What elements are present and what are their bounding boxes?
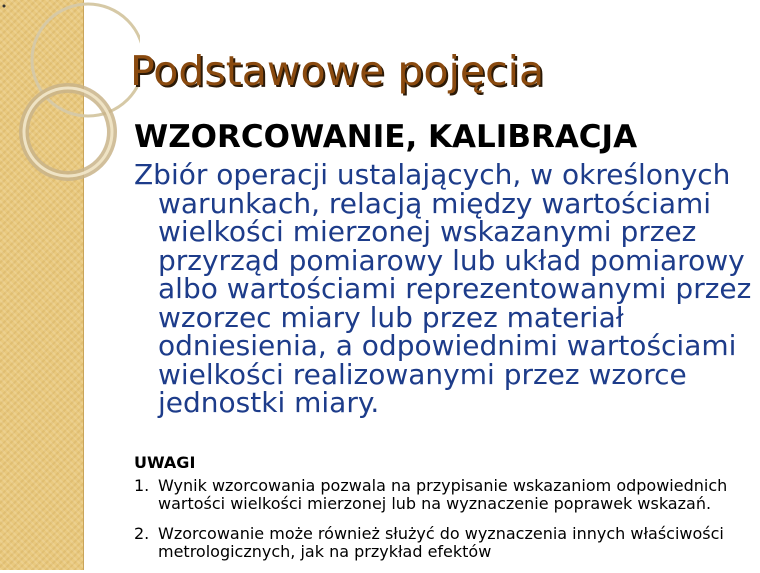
slide-title: Podstawowe pojęcia: [130, 47, 545, 95]
note-item: [134, 477, 734, 513]
note-number: 2.: [134, 524, 150, 543]
notes-list: [134, 477, 734, 573]
decorative-rings: [0, 0, 140, 200]
definition-text: Zbiór operacji ustalających, w określonych warunkach, relacją między wartościami wielkości mierzonej wskazanymi przez przyrząd pomiarowy lub układ pomiarowy albo wartościami reprezentowanymi przez wzorzec miary lub przez materiał odniesienia, a odpowiednimi wartościami wielkości realizowanymi przez wzorce jednostki miary.: [134, 158, 752, 419]
note-text: Wynik wzorcowania pozwala na przypisanie wskazaniom odpowiednich wartości wielkości mierzonej lub na wyznaczenie poprawek wskazań.: [158, 476, 728, 513]
note-number: 1.: [134, 476, 150, 495]
note-item: [134, 525, 734, 561]
notes-label: UWAGI: [134, 453, 196, 472]
note-text: Wzorcowanie może również służyć do wyznaczenia innych właściwości metrologicznych, jak na przykład efektów: [158, 524, 724, 561]
section-heading: WZORCOWANIE, KALIBRACJA: [134, 119, 638, 155]
